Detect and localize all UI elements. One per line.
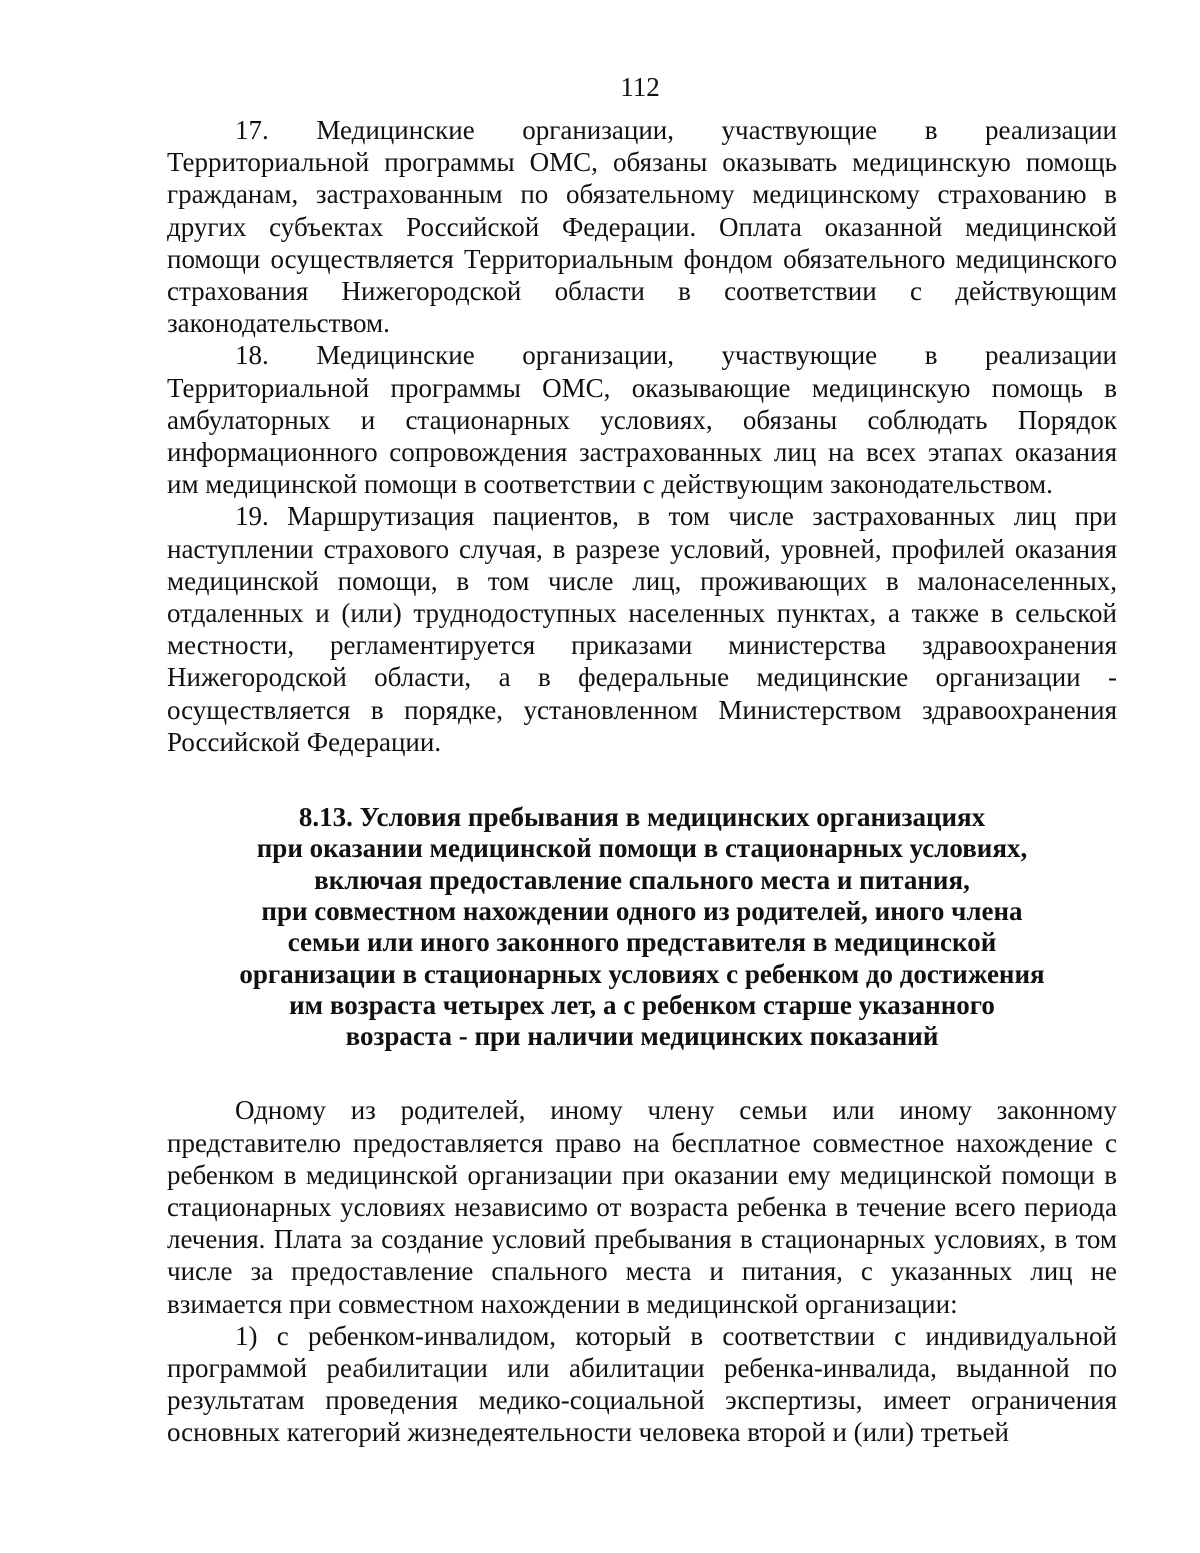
heading-line: включая предоставление спального места и питания, — [314, 864, 970, 895]
heading-line: им возраста четырех лет, а с ребенком старше указанного — [289, 989, 995, 1020]
heading-line: организации в стационарных условиях с ребенком до достижения — [239, 958, 1045, 989]
page-number: 112 — [620, 72, 660, 102]
heading-line: 8.13. Условия пребывания в медицинских организациях — [298, 802, 986, 833]
paragraph-cohabitation-right: Одному из родителей, иному члену семьи или иному законному представителю предоставляется право на бесплатное совместное нахождение с ребенком в медицинской организации при оказании ему медицинской помощи в стационарных условиях независимо от возраста ребенка в течение всего периода лечения. Плата за создание условий пребывания в стационарных условиях, в том числе за предоставление спального места и питания, с указанных лиц не взимается при совместном нахождении в медицинской организации: — [167, 1095, 1117, 1319]
heading-line: при оказании медицинской помощи в стационарных условиях, — [256, 833, 1028, 864]
paragraph-item-1: 1) с ребенком-инвалидом, который в соответствии с индивидуальной программой реабилитации или абилитации ребенка-инвалида, выданной по результатам проведения медико-социальной экспертизы, имеет ограничения основных категорий жизнедеятельности человека второй и (или) третьей — [167, 1320, 1117, 1448]
heading-line: семьи или иного законного представителя в медицинской — [287, 927, 997, 958]
paragraph-18: 18. Медицинские организации, участвующие в реализации Территориальной программы ОМС, оказывающие медицинскую помощь в амбулаторных и стационарных условиях, обязаны соблюдать Порядок информационного сопровождения застрахованных лиц на всех этапах оказания им медицинской помощи в соответствии с действующим законодательством. — [167, 340, 1117, 500]
paragraph-17: 17. Медицинские организации, участвующие в реализации Территориальной программы ОМС, обязаны оказывать медицинскую помощь гражданам, застрахованным по обязательному медицинскому страхованию в других субъектах Российской Федерации. Оплата оказанной медицинской помощи осуществляется Территориальным фондом обязательного медицинского страхования Нижегородской области в соответствии с действующим законодательством. — [167, 115, 1117, 339]
heading-line: возраста - при наличии медицинских показаний — [345, 1021, 939, 1052]
paragraph-19: 19. Маршрутизация пациентов, в том числе застрахованных лиц при наступлении страхового случая, в разрезе условий, уровней, профилей оказания медицинской помощи, в том числе лиц, проживающих в малонаселенных, отдаленных и (или) труднодоступных населенных пунктах, а также в сельской местности, регламентируется приказами министерства здравоохранения Нижегородской области, а в федеральные медицинские организации - осуществляется в порядке, установленном Министерством здравоохранения Российской Федерации. — [167, 501, 1117, 757]
heading-line: при совместном нахождении одного из родителей, иного члена — [261, 895, 1023, 926]
section-heading-8-13 — [167, 802, 1117, 1052]
document-body — [167, 114, 1117, 1449]
